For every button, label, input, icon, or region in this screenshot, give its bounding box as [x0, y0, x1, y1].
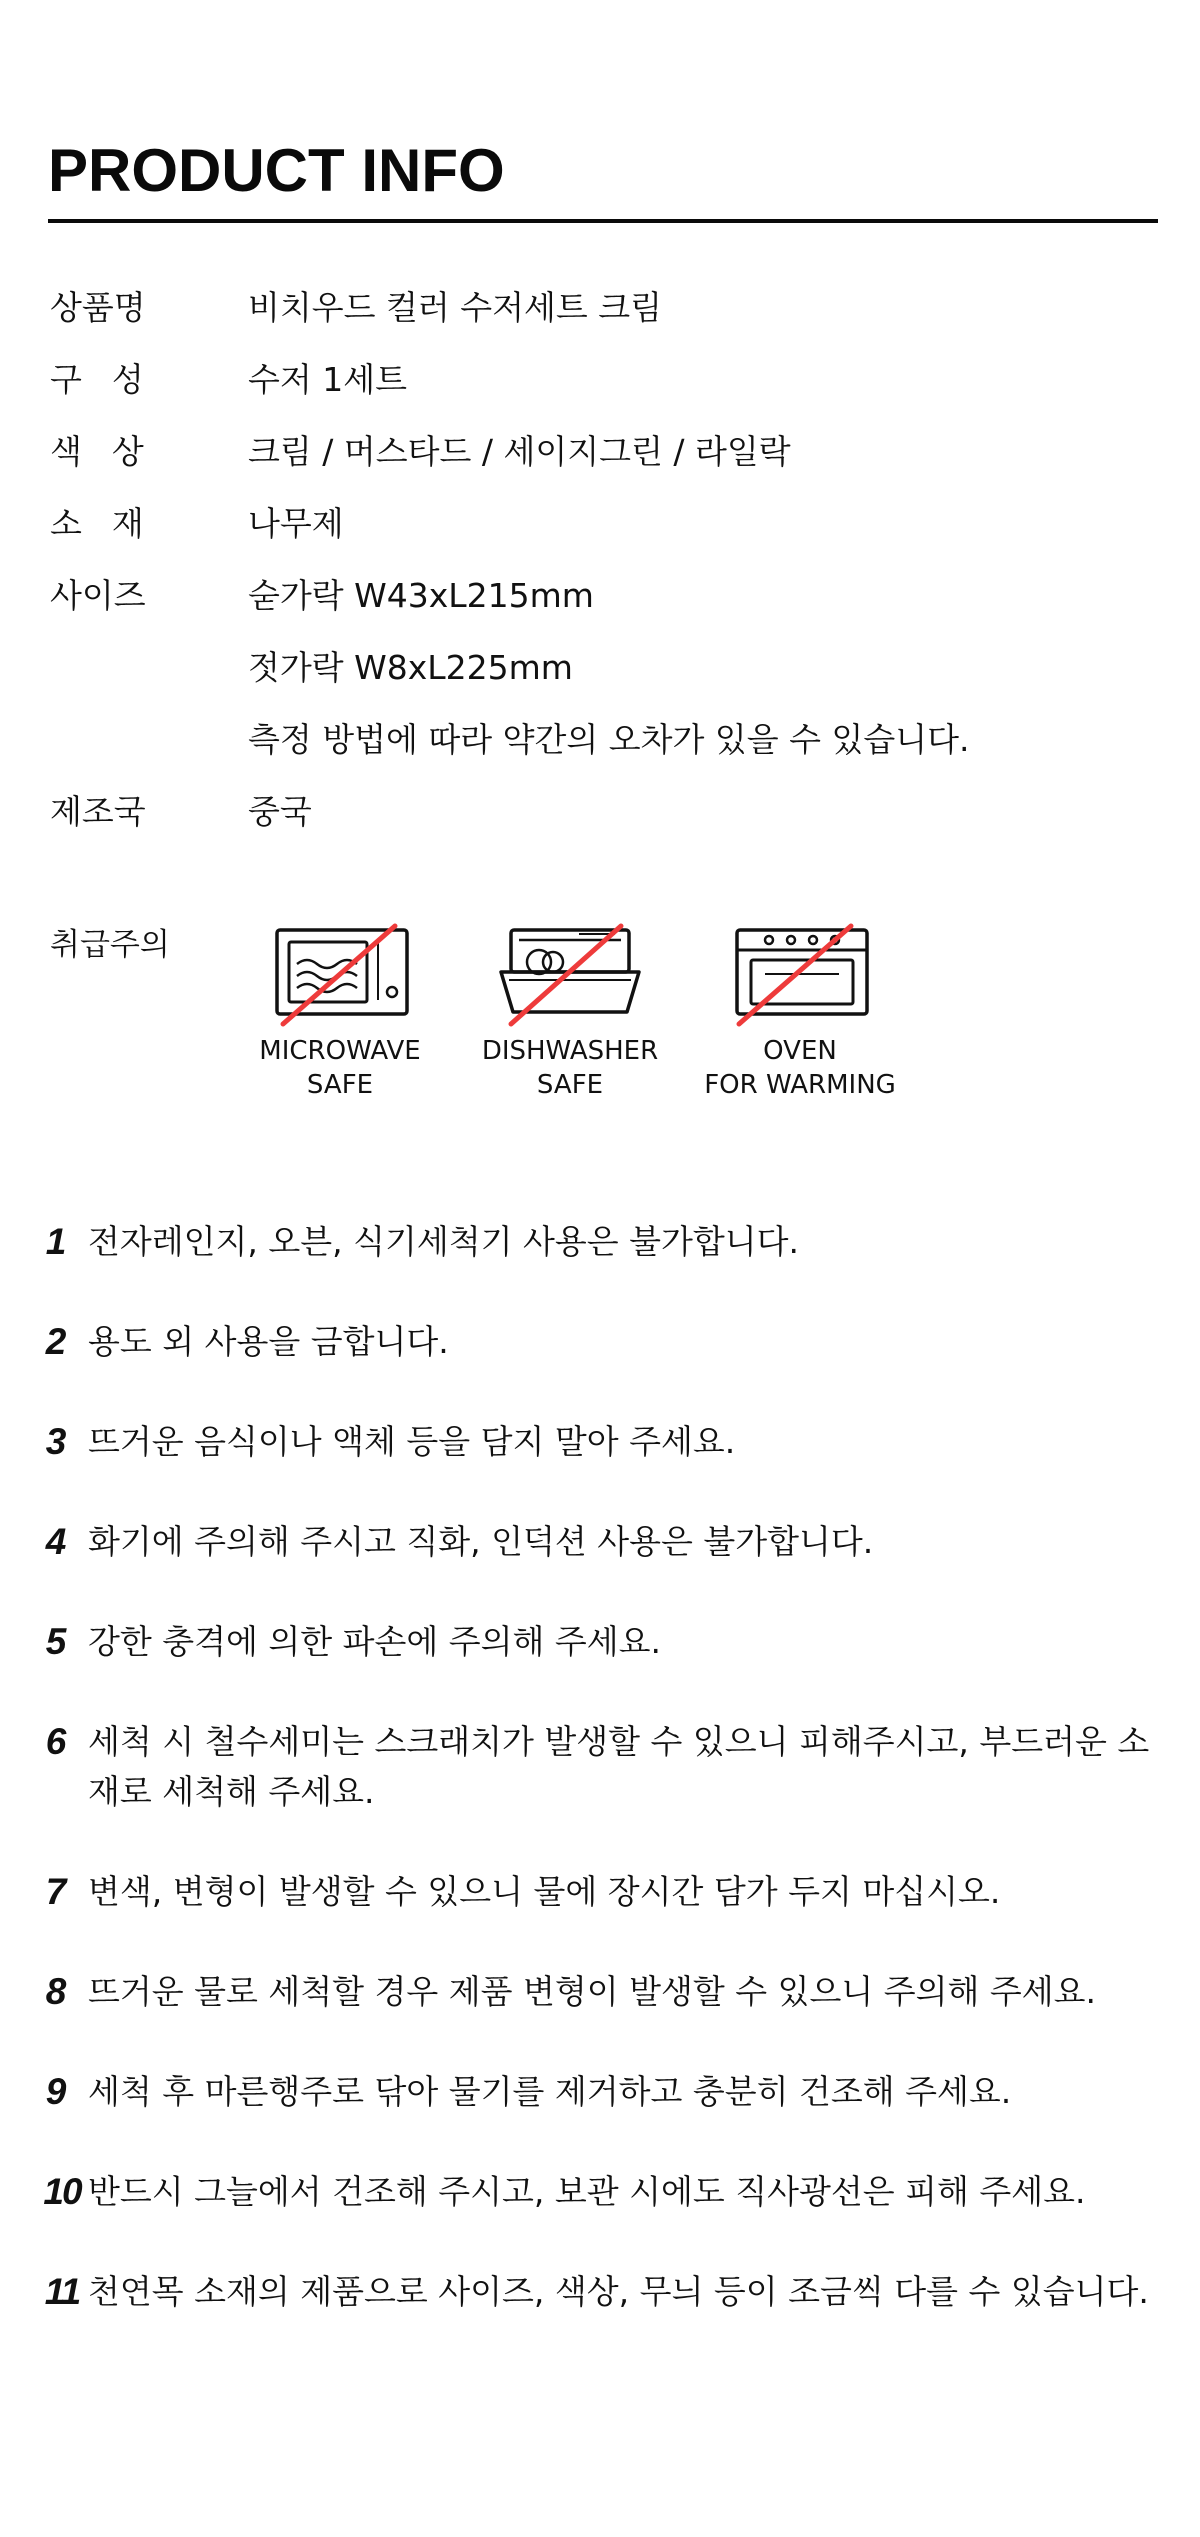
- note-text: 강한 충격에 의한 파손에 주의해 주세요.: [88, 1622, 661, 1661]
- material-label: 소재: [50, 504, 174, 543]
- note-text: 뜨거운 물로 세척할 경우 제품 변형이 발생할 수 있으니 주의해 주세요.: [88, 1972, 1096, 2011]
- note-text: 화기에 주의해 주시고 직화, 인덕션 사용은 불가합니다.: [88, 1522, 874, 1561]
- page-title: PRODUCT INFO: [48, 137, 505, 204]
- note-text: 세척 후 마른행주로 닦아 물기를 제거하고 충분히 건조해 주세요.: [88, 2072, 1012, 2111]
- color-label: 색상: [50, 432, 174, 471]
- size-spoon-value: 숟가락 W43xL215mm: [248, 576, 594, 615]
- origin-value: 중국: [248, 792, 312, 831]
- name-label: 상품명: [50, 288, 146, 327]
- dishwasher-caption-line2: SAFE: [536, 1070, 604, 1100]
- note-number: 4: [45, 1521, 67, 1562]
- note-number: 2: [45, 1321, 67, 1362]
- size-note: 측정 방법에 따라 약간의 오차가 있을 수 있습니다.: [248, 720, 970, 759]
- microwave-caption-line2: SAFE: [306, 1070, 374, 1100]
- note-number: 1: [45, 1221, 67, 1262]
- dishwasher-crossed-icon: [495, 922, 645, 1028]
- note-text: 반드시 그늘에서 건조해 주시고, 보관 시에도 직사광선은 피해 주세요.: [88, 2172, 1086, 2211]
- oven-caption: [680, 1034, 920, 1102]
- composition-value: 수저 1세트: [248, 360, 407, 399]
- note-text: 변색, 변형이 발생할 수 있으니 물에 장시간 담가 두지 마십시오.: [88, 1872, 1001, 1911]
- note-number: 11: [44, 2271, 80, 2312]
- dishwasher-caption-line1: DISHWASHER: [481, 1036, 659, 1066]
- title-divider: [48, 219, 1158, 223]
- name-value: 비치우드 컬러 수저세트 크림: [248, 288, 663, 327]
- origin-label: 제조국: [50, 792, 146, 831]
- oven-caption-line2: FOR WARMING: [704, 1070, 896, 1100]
- color-value: 크림 / 머스타드 / 세이지그린 / 라일락: [248, 432, 791, 471]
- microwave-caption-line1: MICROWAVE: [259, 1036, 421, 1066]
- note-text: 세척 시 철수세미는 스크래치가 발생할 수 있으니 피해주시고, 부드러운 소재로 세척해 주세요.: [88, 1722, 1150, 1811]
- oven-caption-line1: OVEN: [763, 1036, 837, 1066]
- care-label: 취급주의: [50, 927, 170, 963]
- material-value: 나무제: [248, 504, 344, 543]
- composition-label: 구성: [50, 360, 174, 399]
- note-number: 10: [43, 2171, 81, 2212]
- note-number: 5: [45, 1621, 67, 1662]
- note-number: 6: [45, 1721, 67, 1762]
- note-number: 9: [45, 2071, 67, 2112]
- oven-crossed-icon: [725, 922, 875, 1028]
- microwave-crossed-icon: [265, 922, 415, 1028]
- note-text: 전자레인지, 오븐, 식기세척기 사용은 불가합니다.: [88, 1222, 799, 1261]
- note-number: 3: [45, 1421, 67, 1462]
- size-label: 사이즈: [50, 576, 146, 615]
- note-number: 8: [45, 1971, 67, 2012]
- note-text: 천연목 소재의 제품으로 사이즈, 색상, 무늬 등이 조금씩 다를 수 있습니다.: [88, 2272, 1149, 2311]
- size-chopsticks-value: 젓가락 W8xL225mm: [248, 648, 573, 687]
- note-number: 7: [45, 1871, 67, 1912]
- note-text: 용도 외 사용을 금합니다.: [88, 1322, 449, 1361]
- note-text: 뜨거운 음식이나 액체 등을 담지 말아 주세요.: [88, 1422, 736, 1461]
- dishwasher-caption: [450, 1034, 690, 1102]
- microwave-caption: [220, 1034, 460, 1102]
